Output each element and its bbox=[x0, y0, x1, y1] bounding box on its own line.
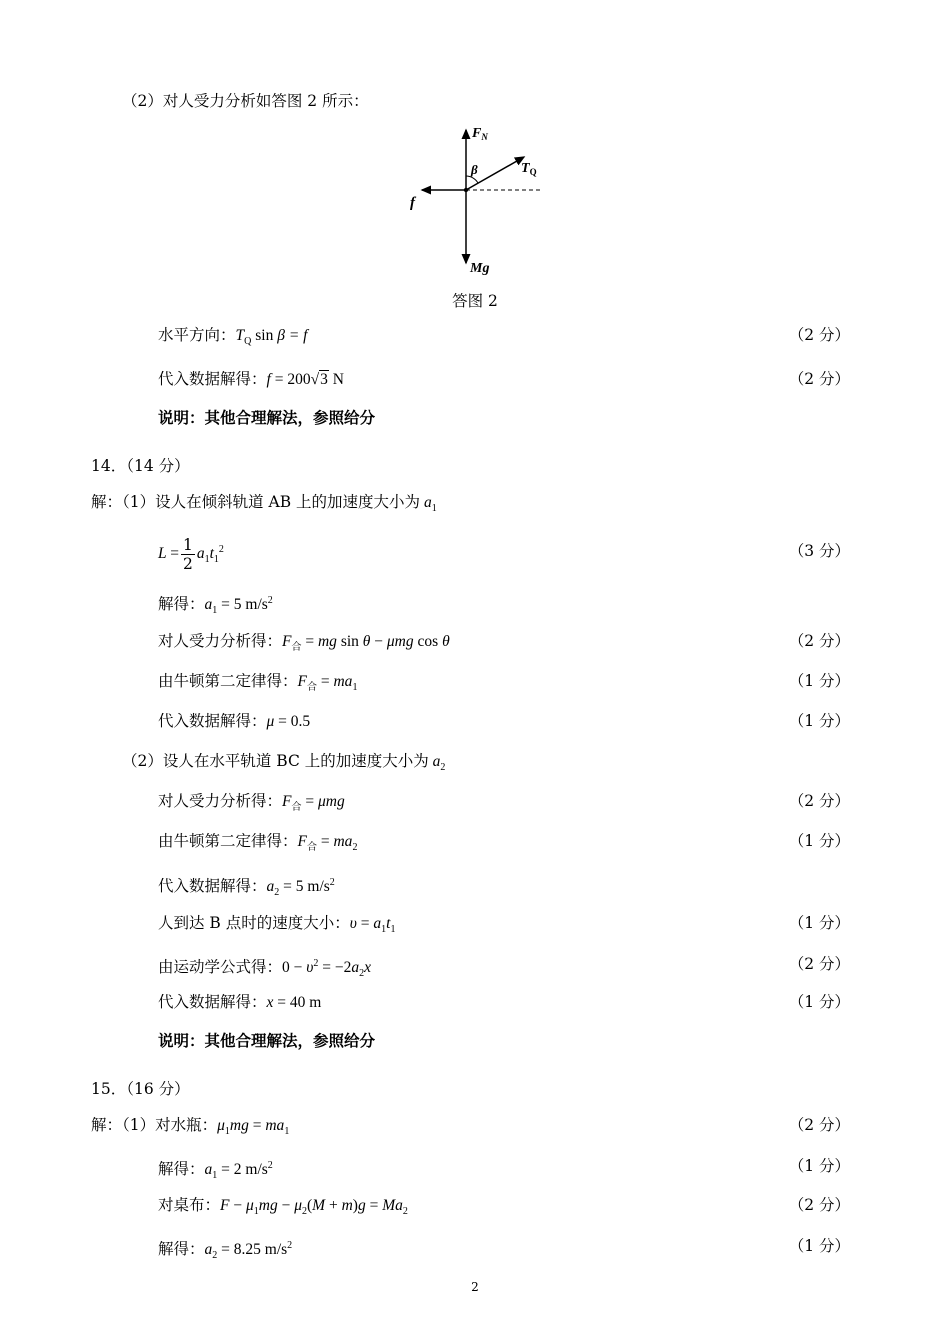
eq-force1: $F_合$ = mg sin θ − μmg cos θ bbox=[282, 633, 450, 654]
eq-q15-a1: $a_1 = 2$ $m/s^2$ bbox=[204, 1160, 273, 1182]
q15-cloth-score: （2 分） bbox=[788, 1196, 850, 1214]
beta-angle-arc bbox=[466, 176, 478, 183]
eq-cloth: $F - \mu_1mg - \mu_2(M + m)g = Ma_2$ bbox=[220, 1197, 408, 1218]
eq-horizontal: $T_Q$ sin β = f bbox=[235, 327, 308, 348]
q13-note: 说明：其他合理解法，参照给分 bbox=[158, 408, 376, 427]
q15-cloth-row: 对桌布：$F - \mu_1mg - \mu_2(M + m)g = Ma_2$ bbox=[158, 1196, 408, 1218]
tension-label: $T_Q$ bbox=[521, 161, 537, 177]
eq-f-result: f = 200√3 N bbox=[266, 371, 344, 388]
eq-kinematics: $0 - \upsilon^2 = -2a_2x$ bbox=[282, 958, 372, 980]
eq-newton1: $F_合 = ma_1$ bbox=[297, 673, 358, 694]
q14-newton2-score: （1 分） bbox=[788, 832, 850, 850]
q14-solve-a1-row: 解得：$a_1 = 5$ $m/s^2$ bbox=[158, 595, 273, 617]
q14-vb-row: 人到达 B 点时的速度大小：$\upsilon = a_1t_1$ bbox=[158, 914, 396, 936]
q14-note: 说明：其他合理解法，参照给分 bbox=[158, 1031, 376, 1050]
q14-kin-score: （2 分） bbox=[788, 955, 850, 973]
eq-x: x = 40 m bbox=[266, 994, 322, 1011]
q14-header: 14．（14 分） bbox=[91, 457, 190, 475]
q14-a2-row: 代入数据解得：$a_2 = 5$ $m/s^2$ bbox=[158, 877, 335, 899]
q13-horizontal-score: （2 分） bbox=[788, 326, 850, 344]
q15-part1-score: （2 分） bbox=[788, 1116, 850, 1134]
q14-force2-row: 对人受力分析得：$F_合 = \mu mg$ bbox=[158, 792, 345, 814]
q14-newton2-row: 由牛顿第二定律得：$F_合 = ma_2$ bbox=[158, 832, 358, 854]
q14-x-row: 代入数据解得：x = 40 m bbox=[158, 993, 322, 1011]
page-number: 2 bbox=[471, 1280, 479, 1294]
fn-label: $F_N$ bbox=[472, 126, 488, 142]
q14-kin-row: 由运动学公式得：$0 - \upsilon^2 = -2a_2x$ bbox=[158, 958, 372, 980]
particle-dot bbox=[464, 188, 468, 192]
q14-force1-row: 对人受力分析得：$F_合$ = mg sin θ − μmg cos θ bbox=[158, 632, 450, 654]
q14-mu-row: 代入数据解得：μ = 0.5 bbox=[158, 712, 311, 730]
eq-mu: μ = 0.5 bbox=[266, 713, 311, 730]
eq-a2: $a_2 = 5$ $m/s^2$ bbox=[266, 877, 335, 899]
q14-mu-score: （1 分） bbox=[788, 712, 850, 730]
q13-horizontal-row: 水平方向：$T_Q$ sin β = f bbox=[158, 326, 308, 348]
q13-solve-row: 代入数据解得：f = 200√3 N bbox=[158, 370, 344, 388]
beta-label: β bbox=[471, 162, 478, 177]
q15-header: 15．（16 分） bbox=[91, 1080, 190, 1098]
q14-x-score: （1 分） bbox=[788, 993, 850, 1011]
q13-part2-intro: （2）对人受力分析如答图 2 所示： bbox=[122, 92, 369, 110]
force-diagram bbox=[400, 120, 560, 285]
q14-vb-score: （1 分） bbox=[788, 914, 850, 932]
q14-newton1-score: （1 分） bbox=[788, 672, 850, 690]
eq-q15-a2: $a_2 = 8.25$ $m/s^2$ bbox=[204, 1240, 293, 1262]
mg-label: Mg bbox=[470, 261, 490, 276]
eq-newton2: $F_合 = ma_2$ bbox=[297, 833, 358, 854]
q14-part2-intro: （2）设人在水平轨道 BC 上的加速度大小为 $a_2$ bbox=[122, 752, 446, 774]
q15-a2-row: 解得：$a_2 = 8.25$ $m/s^2$ bbox=[158, 1240, 293, 1262]
q15-part1-row: 解：（1）对水瓶：$\mu_1mg = ma_1$ bbox=[91, 1116, 290, 1138]
eq-L: L = $\frac{1}{2}$ $a_1t_1^2$ bbox=[158, 535, 224, 573]
eq-force2: $F_合 = \mu mg$ bbox=[282, 793, 345, 814]
q13-solve-score: （2 分） bbox=[788, 370, 850, 388]
eq-bottle: $\mu_1mg = ma_1$ bbox=[217, 1117, 290, 1138]
q14-part1-intro: 解：（1）设人在倾斜轨道 AB 上的加速度大小为 $a_1$ bbox=[91, 493, 437, 515]
eq-vb: $\upsilon = a_1t_1$ bbox=[349, 915, 396, 936]
q14-force2-score: （2 分） bbox=[788, 792, 850, 810]
q15-a1-row: 解得：$a_1 = 2$ $m/s^2$ bbox=[158, 1160, 273, 1182]
q14-newton1-row: 由牛顿第二定律得：$F_合 = ma_1$ bbox=[158, 672, 358, 694]
q15-a2-score: （1 分） bbox=[788, 1237, 850, 1255]
eq-a1: $a_1 = 5$ $m/s^2$ bbox=[204, 595, 273, 617]
q14-eqL-score: （3 分） bbox=[788, 542, 850, 560]
f-label: f bbox=[410, 195, 415, 211]
figure-caption: 答图 2 bbox=[452, 292, 498, 310]
q14-force1-score: （2 分） bbox=[788, 632, 850, 650]
q15-a1-score: （1 分） bbox=[788, 1157, 850, 1175]
